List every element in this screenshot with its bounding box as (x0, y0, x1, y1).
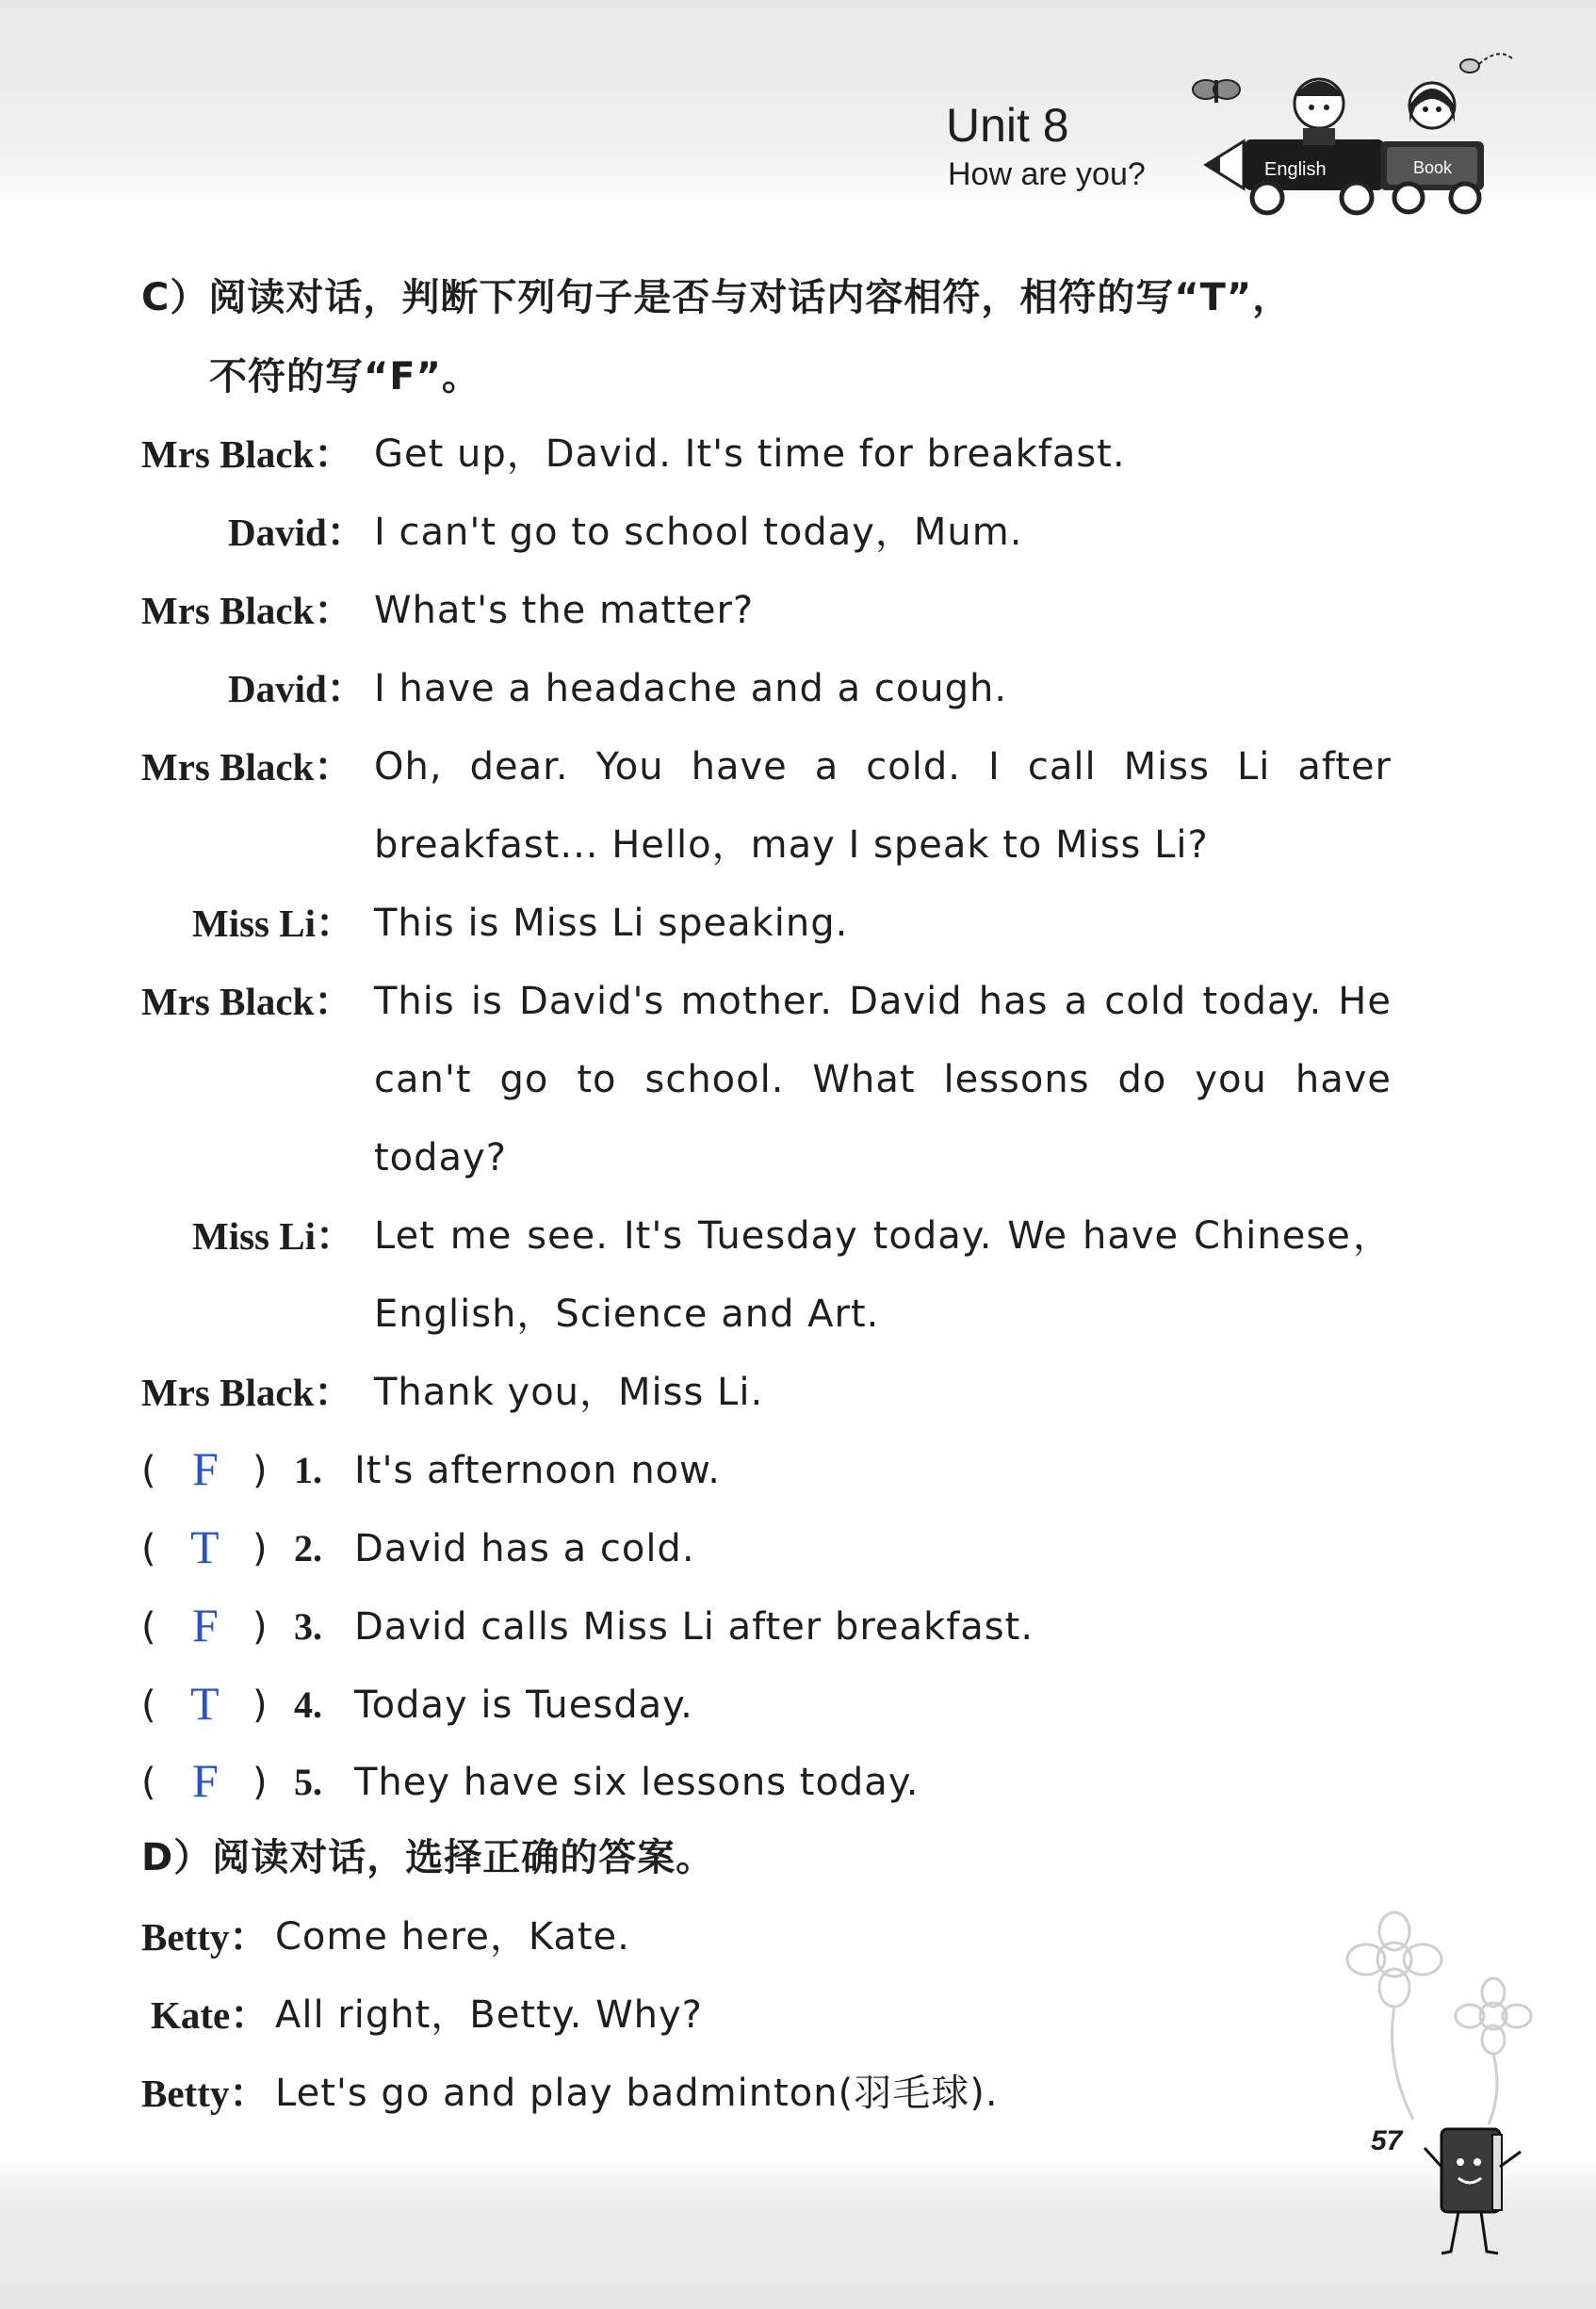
answer-paren-open: ( (141, 1605, 156, 1649)
question-text: David calls Miss Li after breakfast. (354, 1605, 1034, 1649)
dialogue-line: Let me see. It's Tuesday today. We have Chinese， (374, 1214, 1392, 1258)
dialogue-line: Come here，Kate. (275, 1915, 630, 1959)
dialogue-speaker: David： (228, 667, 366, 710)
answer-paren-close: ) (252, 1605, 268, 1649)
dialogue-speaker: Betty： (141, 2072, 269, 2115)
answer-paren-close: ) (252, 1761, 268, 1804)
dialogue-line: I can't go to school today，Mum. (374, 511, 1023, 554)
dialogue-line: breakfast... Hello，may I speak to Miss Li? (374, 823, 1209, 867)
page-number: 57 (1371, 2125, 1403, 2156)
answer-mark: T (190, 1677, 220, 1730)
dialogue-line: I have a headache and a cough. (374, 667, 1008, 710)
answer-paren-close: ) (252, 1449, 268, 1492)
answer-mark: F (192, 1442, 219, 1495)
dialogue-speaker: Miss Li： (192, 1214, 354, 1258)
dialogue-speaker: David： (228, 511, 366, 554)
mascot-book-label: Book (1413, 158, 1453, 177)
mascot-english-label: English (1264, 159, 1327, 180)
answer-mark: F (192, 1754, 219, 1807)
answer-paren-open: ( (141, 1683, 156, 1727)
dialogue-line: What's the matter? (374, 589, 755, 632)
question-text: David has a cold. (354, 1527, 695, 1570)
section-d-instruction: D）阅读对话，选择正确的答案。 (141, 1836, 715, 1879)
flower-doodle (1328, 1903, 1555, 2129)
answer-mark: F (192, 1599, 219, 1651)
unit-subtitle: How are you? (948, 156, 1146, 192)
dialogue-speaker: Mrs Black： (141, 432, 353, 476)
answer-paren-open: ( (141, 1527, 156, 1570)
dialogue-line: can't go to school. What lessons do you have (374, 1058, 1392, 1101)
dialogue-line: All right，Betty. Why? (275, 1993, 703, 2037)
dialogue-line: This is Miss Li speaking. (374, 902, 849, 945)
section-c-instruction-cont: 不符的写“F”。 (209, 355, 480, 398)
dialogue-speaker: Kate： (151, 1993, 269, 2037)
dialogue-line: Oh, dear. You have a cold. I call Miss Li after (374, 745, 1392, 789)
dialogue-line: Let's go and play badminton(羽毛球). (275, 2072, 999, 2115)
question-text: They have six lessons today. (354, 1761, 920, 1804)
answer-paren-open: ( (141, 1761, 156, 1804)
answer-paren-close: ) (252, 1683, 268, 1727)
question-number: 2. (294, 1527, 322, 1569)
dialogue-speaker: Mrs Black： (141, 745, 353, 789)
mascot-illustration (1178, 38, 1517, 226)
dialogue-speaker: Mrs Black： (141, 589, 353, 632)
question-number: 1. (294, 1449, 322, 1491)
dialogue-speaker: Miss Li： (192, 902, 354, 945)
book-character-icon (1423, 2110, 1526, 2270)
dialogue-line: English，Science and Art. (374, 1293, 880, 1336)
question-text: It's afternoon now. (354, 1449, 721, 1492)
dialogue-speaker: Mrs Black： (141, 1371, 353, 1414)
footer-band (0, 2157, 1596, 2309)
dialogue-line: This is David's mother. David has a cold today. He (374, 980, 1392, 1023)
unit-title: Unit 8 (946, 99, 1069, 152)
section-c-instruction: C）阅读对话，判断下列句子是否与对话内容相符，相符的写“T”， (141, 276, 1292, 319)
dialogue-line: today? (374, 1136, 507, 1179)
answer-mark: T (190, 1520, 220, 1573)
answer-paren-open: ( (141, 1449, 156, 1492)
dialogue-speaker: Betty： (141, 1915, 269, 1959)
question-number: 4. (294, 1683, 322, 1726)
dialogue-line: Get up，David. It's time for breakfast. (374, 432, 1126, 476)
question-number: 3. (294, 1605, 322, 1648)
answer-paren-close: ) (252, 1527, 268, 1570)
dialogue-speaker: Mrs Black： (141, 980, 353, 1023)
question-text: Today is Tuesday. (354, 1683, 693, 1727)
question-number: 5. (294, 1761, 322, 1803)
dialogue-line: Thank you，Miss Li. (374, 1371, 764, 1414)
